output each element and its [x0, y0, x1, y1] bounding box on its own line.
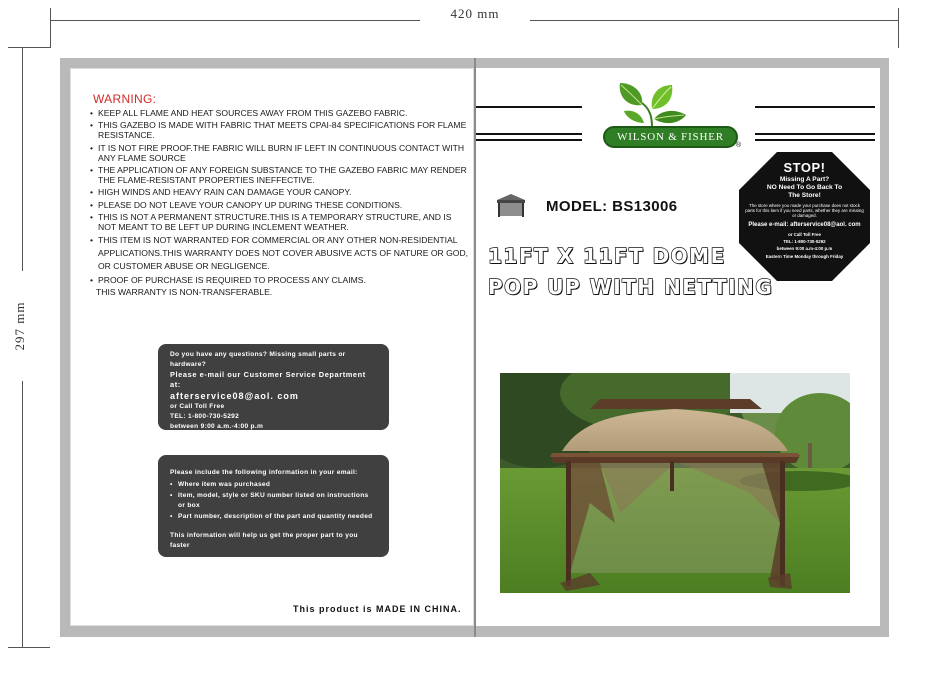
contact-hours: between 9:00 a.m.-4:00 p.m	[170, 423, 264, 430]
stop-small-print: The store where you made your purchase does not stock parts for this item if you need parts, whether they are missing or damaged.	[745, 203, 864, 219]
warning-item: • THIS GAZEBO IS MADE WITH FABRIC THAT MEETS CPAI-84 SPECIFICATIONS FOR FLAME RESISTANCE.	[90, 120, 470, 140]
warning-item: • IT IS NOT FIRE PROOF.THE FABRIC WILL BURN IF LEFT IN CONTINUOUS CONTACT WITH ANY FLAME SOURCE	[90, 143, 470, 163]
info-closing: This information will help us get the proper part to you faster	[170, 532, 358, 549]
brand-logo: WILSON & FISHER	[603, 126, 738, 148]
decor-line	[755, 139, 875, 141]
stop-hours: between 9:00 a.m-4:00 p.m	[776, 246, 833, 252]
model-number: MODEL: BS13006	[546, 198, 678, 215]
stop-email[interactable]: Please e-mail: afterservice08@aol. com	[748, 221, 861, 228]
warning-item: • THIS IS NOT A PERMANENT STRUCTURE.THIS IS A TEMPORARY STRUCTURE, AND IS NOT MEANT TO BE LEFT UP DURING INCLEMENT WEATHER.	[90, 212, 470, 232]
warranty-note: THIS WARRANTY IS NON-TRANSFERABLE.	[96, 286, 273, 297]
info-intro: Please include the following information in your email:	[170, 469, 358, 476]
gazebo-thumbnail-icon	[494, 192, 528, 218]
width-dimension-label: 420 mm	[420, 6, 530, 22]
stop-line: NO Need To Go Back To	[766, 184, 843, 191]
width-dimension-tick-left	[50, 8, 51, 48]
stop-call: or Call Toll Free	[788, 231, 821, 237]
made-in-label: This product is MADE IN CHINA.	[293, 604, 462, 614]
decor-line	[476, 106, 582, 108]
stop-timezone: Eastern Time Monday through Friday	[765, 253, 844, 259]
fold-line	[474, 58, 476, 637]
width-dimension-tick-right	[898, 8, 899, 48]
contact-box	[158, 344, 389, 440]
warning-item: • THIS ITEM IS NOT WARRANTED FOR COMMERCIAL OR ANY OTHER NON-RESIDENTIAL APPLICATIONS.THIS WARRANTY DOES NOT COVER ABUSIVE ACTS OF NATURE OR GOD, OR CUSTOMER ABUSE OR NEGLIGENCE.	[90, 234, 470, 272]
warning-item: • PROOF OF PURCHASE IS REQUIRED TO PROCESS ANY CLAIMS.	[90, 275, 470, 285]
leaf-logo-icon	[612, 79, 692, 129]
info-item: • Where item was purchased	[170, 480, 377, 491]
contact-timezone: Eastern Time Monday through Friday	[170, 433, 297, 440]
height-dimension-tick-bottom	[8, 647, 50, 648]
product-headline-line1: 11FT X 11FT DOME	[488, 244, 726, 268]
stop-line: The Store!	[788, 192, 821, 199]
stop-line: Missing A Part?	[779, 176, 830, 183]
height-dimension-label: 297 mm	[12, 271, 28, 381]
warning-item: • THE APPLICATION OF ANY FOREIGN SUBSTANCE TO THE GAZEBO FABRIC MAY RENDER THE FLAME-RESISTANT PROPERTIES INEFFECTIVE.	[90, 165, 470, 185]
info-list	[170, 480, 377, 522]
product-headline-line2: POP UP WITH NETTING	[488, 275, 774, 299]
registered-mark: ®	[736, 142, 742, 149]
gazebo-product-photo	[500, 373, 850, 593]
stop-title: STOP!	[783, 160, 826, 175]
decor-line	[755, 133, 875, 135]
warning-title: WARNING:	[93, 92, 157, 106]
contact-call: or Call Toll Free	[170, 403, 225, 410]
decor-line	[476, 139, 582, 141]
warning-item: • KEEP ALL FLAME AND HEAT SOURCES AWAY FROM THIS GAZEBO FABRIC.	[90, 108, 470, 118]
decor-line	[476, 133, 582, 135]
stop-notice	[744, 160, 865, 259]
info-item: • Item, model, style or SKU number listed on instructions or box	[170, 491, 377, 512]
height-dimension-tick-top	[8, 47, 50, 48]
contact-email[interactable]: afterservice08@aol. com	[170, 391, 299, 401]
contact-question: Do you have any questions? Missing small parts or hardware?	[170, 351, 346, 368]
warning-item: • PLEASE DO NOT LEAVE YOUR CANOPY UP DURING THESE CONDITIONS.	[90, 200, 470, 210]
decor-line	[755, 106, 875, 108]
warning-list	[90, 108, 470, 299]
contact-tel: TEL: 1-800-730-5292	[170, 413, 240, 420]
contact-instruction: Please e-mail our Customer Service Department at:	[170, 370, 366, 389]
stop-tel: TEL: 1-800-730-5292	[783, 239, 826, 245]
warning-item: • HIGH WINDS AND HEAVY RAIN CAN DAMAGE YOUR CANOPY.	[90, 187, 470, 197]
info-item: • Part number, description of the part and quantity needed	[170, 512, 377, 523]
info-box	[158, 455, 389, 557]
